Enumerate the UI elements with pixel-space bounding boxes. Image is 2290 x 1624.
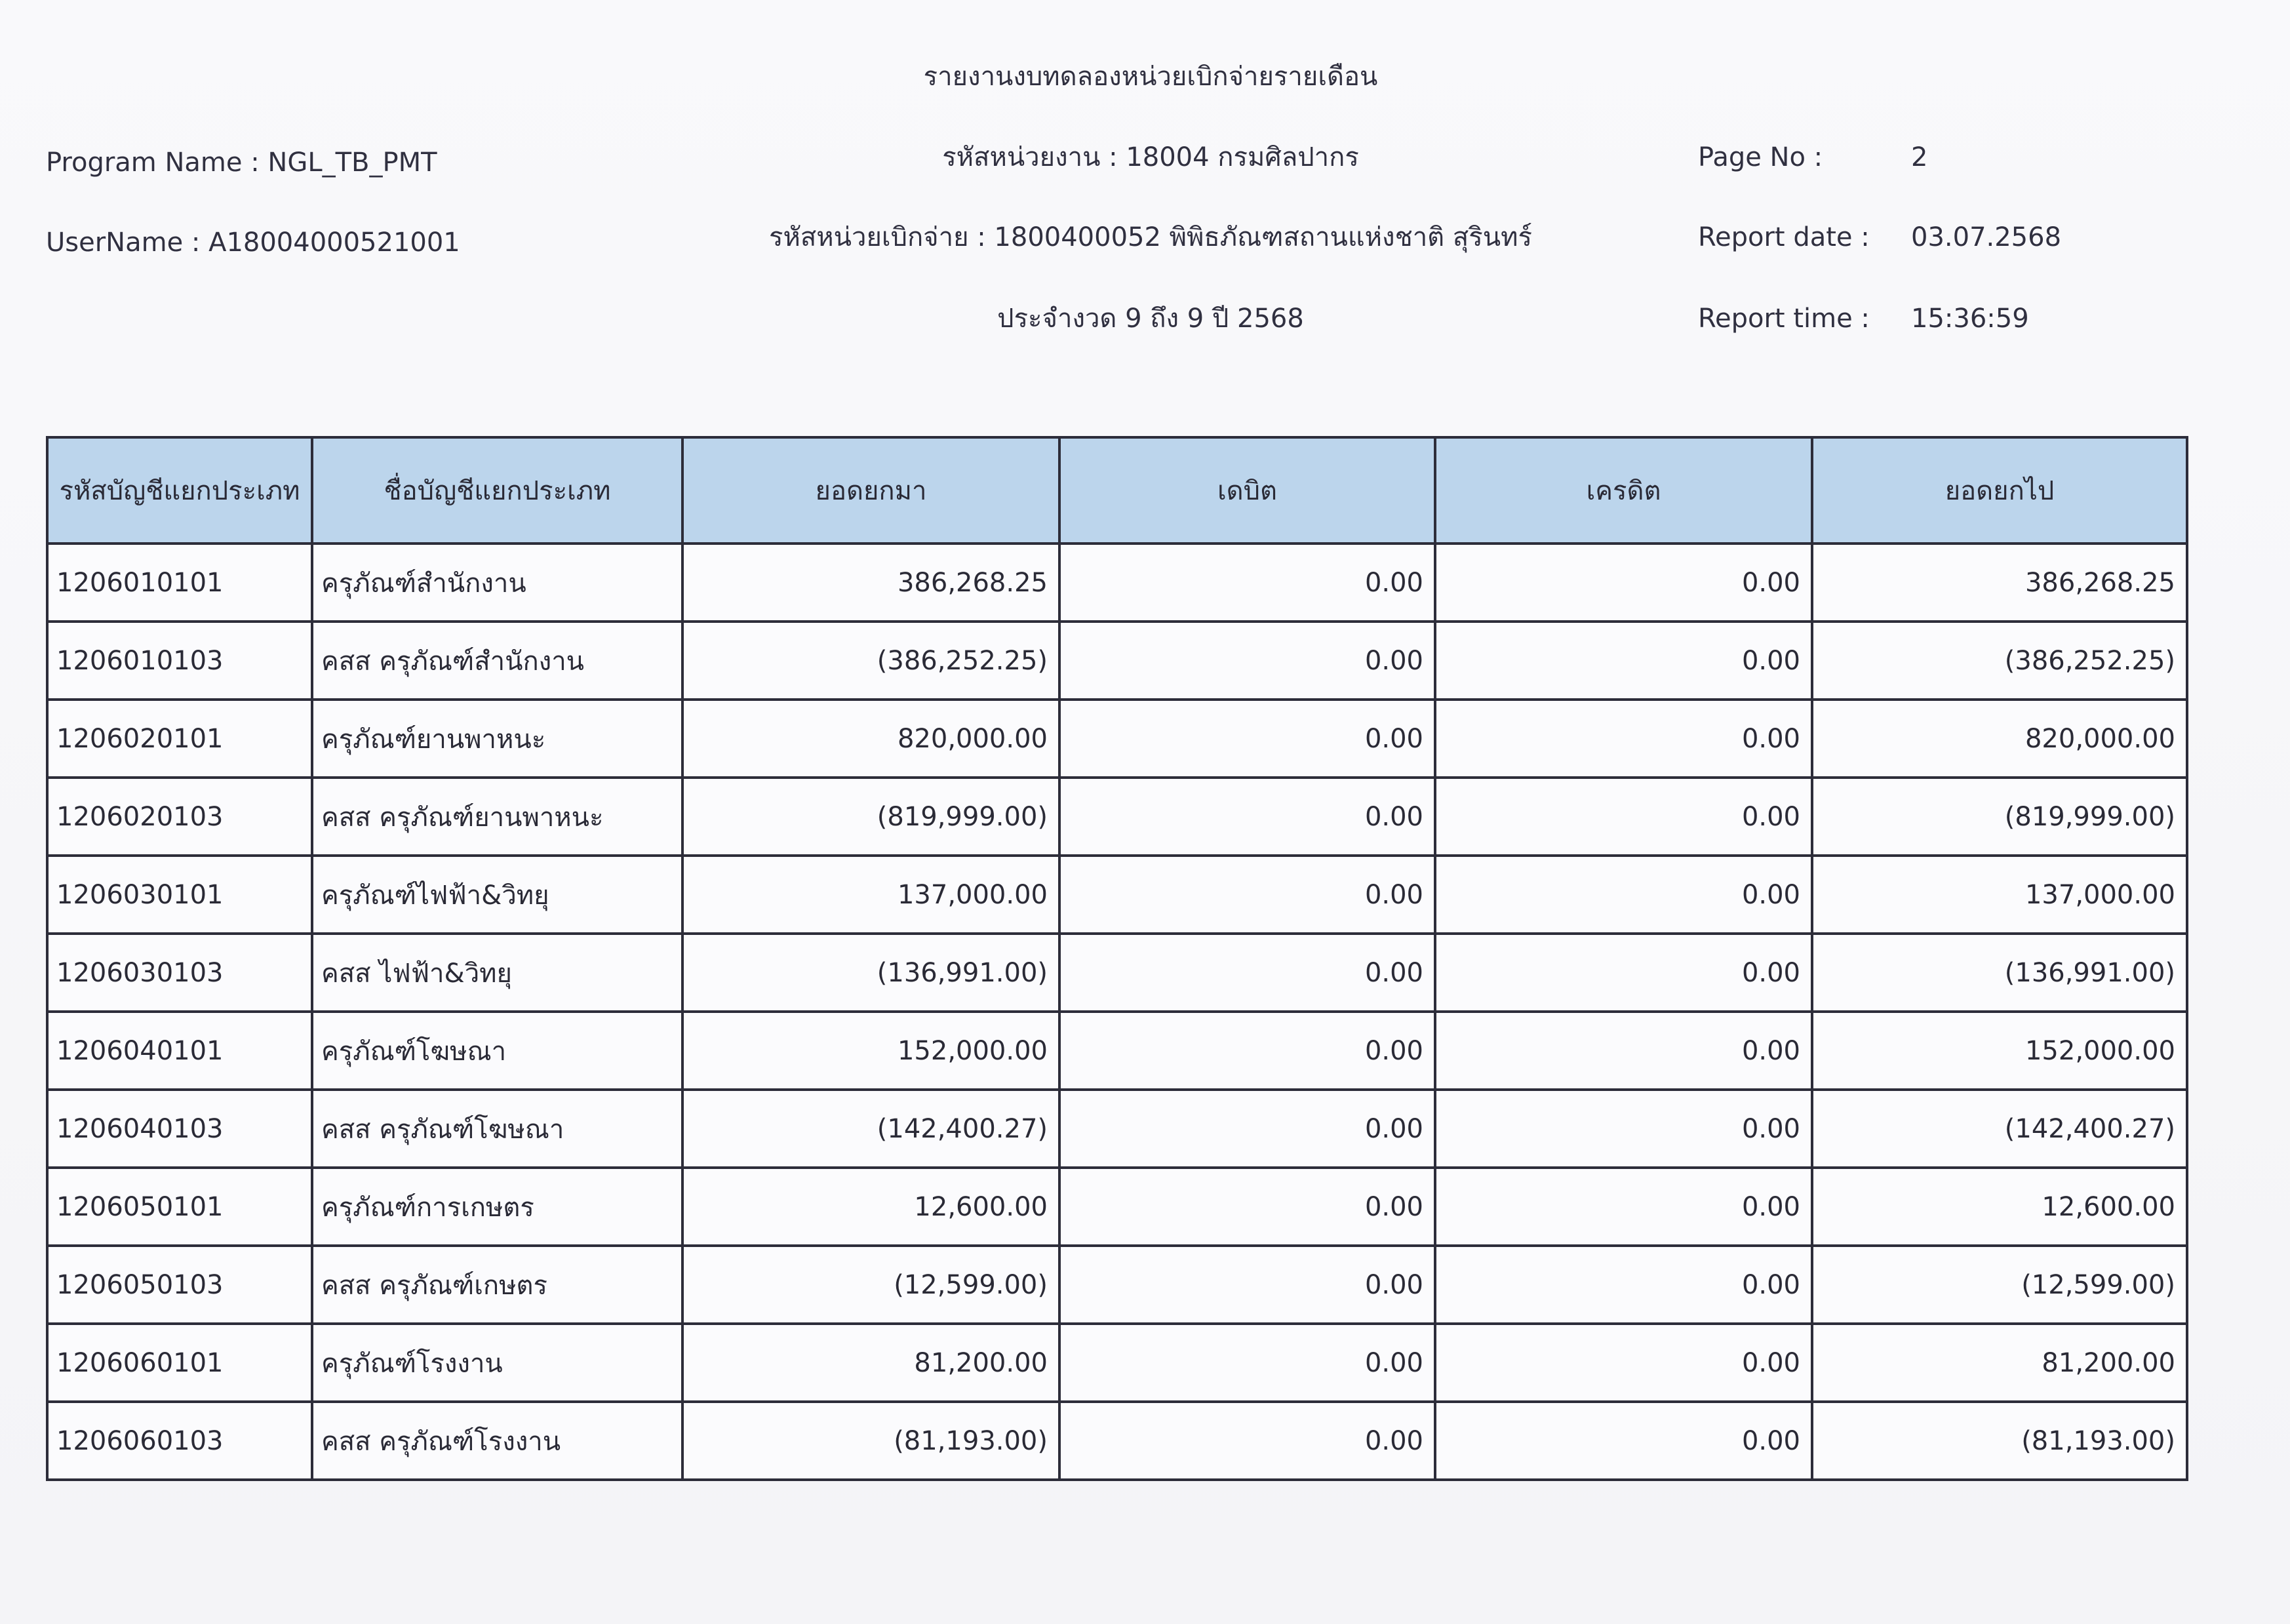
closing-balance-cell: 12,600.00 — [1812, 1168, 2187, 1246]
debit-cell: 0.00 — [1059, 856, 1435, 934]
agency-code: รหัสหน่วยงาน : 18004 กรมศิลปากร — [942, 142, 1359, 172]
account-name-cell: คสส ไฟฟ้า&วิทยุ — [312, 934, 682, 1012]
account-code-cell: 1206020103 — [47, 778, 312, 856]
closing-balance-cell: 137,000.00 — [1812, 856, 2187, 934]
opening-balance-cell: (81,193.00) — [682, 1402, 1059, 1480]
table-row — [47, 934, 2187, 1012]
page-no-value: 2 — [1911, 142, 1928, 172]
credit-cell: 0.00 — [1435, 544, 1812, 622]
closing-balance-cell: (386,252.25) — [1812, 622, 2187, 700]
program-name: Program Name : NGL_TB_PMT — [46, 148, 437, 178]
debit-cell: 0.00 — [1059, 622, 1435, 700]
account-name-cell: คสส ครุภัณฑ์โรงงาน — [312, 1402, 682, 1480]
debit-cell: 0.00 — [1059, 1324, 1435, 1402]
table-row — [47, 856, 2187, 934]
debit-cell: 0.00 — [1059, 1090, 1435, 1168]
opening-balance-cell: (142,400.27) — [682, 1090, 1059, 1168]
closing-balance-cell: 386,268.25 — [1812, 544, 2187, 622]
account-name-cell: ครุภัณฑ์การเกษตร — [312, 1168, 682, 1246]
account-code-cell: 1206010101 — [47, 544, 312, 622]
report-title: รายงานงบทดลองหน่วยเบิกจ่ายรายเดือน — [923, 62, 1378, 92]
account-code-cell: 1206040101 — [47, 1012, 312, 1090]
opening-balance-cell: (12,599.00) — [682, 1246, 1059, 1324]
debit-cell: 0.00 — [1059, 1246, 1435, 1324]
credit-cell: 0.00 — [1435, 778, 1812, 856]
table-row — [47, 1402, 2187, 1480]
account-name-cell: ครุภัณฑ์โรงงาน — [312, 1324, 682, 1402]
column-header-credit: เครดิต — [1435, 437, 1812, 544]
disbursement-unit-code: รหัสหน่วยเบิกจ่าย : 1800400052 พิพิธภัณฑสถานแห่งชาติ สุรินทร์ — [769, 222, 1532, 252]
report-date-value: 03.07.2568 — [1911, 222, 2062, 252]
account-name-cell: ครุภัณฑ์ไฟฟ้า&วิทยุ — [312, 856, 682, 934]
credit-cell: 0.00 — [1435, 700, 1812, 778]
account-name-cell: ครุภัณฑ์โฆษณา — [312, 1012, 682, 1090]
table-row — [47, 1090, 2187, 1168]
opening-balance-cell: (819,999.00) — [682, 778, 1059, 856]
table-header-row — [47, 437, 2187, 544]
report-period: ประจำงวด 9 ถึง 9 ปี 2568 — [997, 304, 1304, 334]
table-row — [47, 1168, 2187, 1246]
credit-cell: 0.00 — [1435, 1012, 1812, 1090]
credit-cell: 0.00 — [1435, 1168, 1812, 1246]
report-time-label: Report time : — [1698, 304, 1870, 334]
account-code-cell: 1206060103 — [47, 1402, 312, 1480]
debit-cell: 0.00 — [1059, 700, 1435, 778]
account-code-cell: 1206040103 — [47, 1090, 312, 1168]
table-row — [47, 778, 2187, 856]
column-header-opening-balance: ยอดยกมา — [682, 437, 1059, 544]
column-header-account-code: รหัสบัญชีแยกประเภท — [47, 437, 312, 544]
page-no-label: Page No : — [1698, 142, 1823, 172]
account-name-cell: คสส ครุภัณฑ์โฆษณา — [312, 1090, 682, 1168]
debit-cell: 0.00 — [1059, 1402, 1435, 1480]
account-name-cell: ครุภัณฑ์ยานพาหนะ — [312, 700, 682, 778]
column-header-closing-balance: ยอดยกไป — [1812, 437, 2187, 544]
account-code-cell: 1206060101 — [47, 1324, 312, 1402]
opening-balance-cell: (386,252.25) — [682, 622, 1059, 700]
opening-balance-cell: 152,000.00 — [682, 1012, 1059, 1090]
closing-balance-cell: 152,000.00 — [1812, 1012, 2187, 1090]
account-name-cell: ครุภัณฑ์สำนักงาน — [312, 544, 682, 622]
report-date-label: Report date : — [1698, 222, 1870, 252]
table-row — [47, 700, 2187, 778]
closing-balance-cell: (81,193.00) — [1812, 1402, 2187, 1480]
credit-cell: 0.00 — [1435, 1090, 1812, 1168]
closing-balance-cell: (136,991.00) — [1812, 934, 2187, 1012]
opening-balance-cell: 386,268.25 — [682, 544, 1059, 622]
debit-cell: 0.00 — [1059, 778, 1435, 856]
credit-cell: 0.00 — [1435, 1324, 1812, 1402]
table-row — [47, 544, 2187, 622]
account-name-cell: คสส ครุภัณฑ์ยานพาหนะ — [312, 778, 682, 856]
debit-cell: 0.00 — [1059, 934, 1435, 1012]
closing-balance-cell: (12,599.00) — [1812, 1246, 2187, 1324]
debit-cell: 0.00 — [1059, 1012, 1435, 1090]
account-code-cell: 1206050103 — [47, 1246, 312, 1324]
debit-cell: 0.00 — [1059, 1168, 1435, 1246]
closing-balance-cell: (819,999.00) — [1812, 778, 2187, 856]
closing-balance-cell: 81,200.00 — [1812, 1324, 2187, 1402]
account-name-cell: คสส ครุภัณฑ์สำนักงาน — [312, 622, 682, 700]
trial-balance-table — [46, 436, 2188, 1481]
credit-cell: 0.00 — [1435, 1402, 1812, 1480]
opening-balance-cell: 12,600.00 — [682, 1168, 1059, 1246]
opening-balance-cell: (136,991.00) — [682, 934, 1059, 1012]
username: UserName : A18004000521001 — [46, 228, 460, 258]
account-code-cell: 1206050101 — [47, 1168, 312, 1246]
account-code-cell: 1206010103 — [47, 622, 312, 700]
credit-cell: 0.00 — [1435, 622, 1812, 700]
column-header-account-name: ชื่อบัญชีแยกประเภท — [312, 437, 682, 544]
table-row — [47, 1324, 2187, 1402]
table-row — [47, 1246, 2187, 1324]
opening-balance-cell: 137,000.00 — [682, 856, 1059, 934]
opening-balance-cell: 81,200.00 — [682, 1324, 1059, 1402]
credit-cell: 0.00 — [1435, 856, 1812, 934]
account-code-cell: 1206020101 — [47, 700, 312, 778]
table-row — [47, 1012, 2187, 1090]
closing-balance-cell: (142,400.27) — [1812, 1090, 2187, 1168]
account-name-cell: คสส ครุภัณฑ์เกษตร — [312, 1246, 682, 1324]
opening-balance-cell: 820,000.00 — [682, 700, 1059, 778]
credit-cell: 0.00 — [1435, 1246, 1812, 1324]
column-header-debit: เดบิต — [1059, 437, 1435, 544]
account-code-cell: 1206030103 — [47, 934, 312, 1012]
account-code-cell: 1206030101 — [47, 856, 312, 934]
report-time-value: 15:36:59 — [1911, 304, 2029, 334]
closing-balance-cell: 820,000.00 — [1812, 700, 2187, 778]
debit-cell: 0.00 — [1059, 544, 1435, 622]
credit-cell: 0.00 — [1435, 934, 1812, 1012]
table-row — [47, 622, 2187, 700]
